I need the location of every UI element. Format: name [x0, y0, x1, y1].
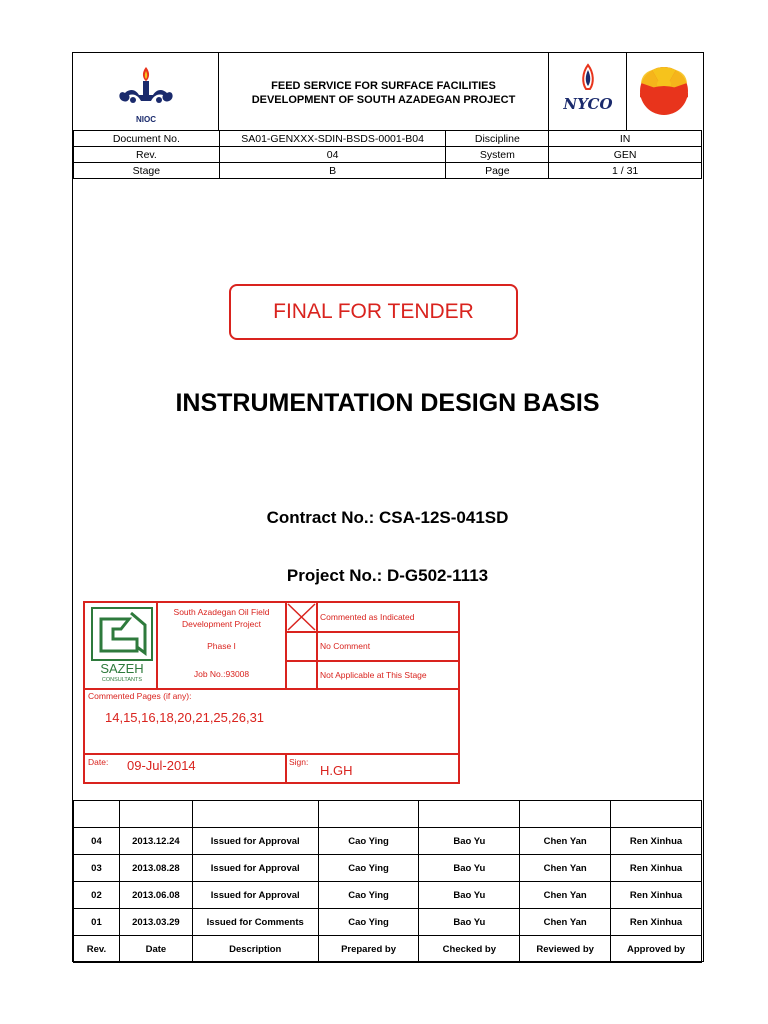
document-title: INSTRUMENTATION DESIGN BASIS: [175, 389, 600, 417]
prepared-by-cell: Cao Ying: [318, 882, 419, 909]
date-cell: 2013.12.24: [119, 828, 192, 855]
page-value: 1 / 31: [549, 163, 702, 179]
description-cell: Issued for Comments: [192, 909, 318, 936]
stamp-option-commented: Commented as Indicated: [320, 612, 415, 622]
approved-by-header: Approved by: [611, 936, 702, 963]
stamp-option-not-applicable: Not Applicable at This Stage: [320, 670, 427, 680]
nyco-label: NYCO: [563, 95, 613, 113]
table-row: [74, 855, 702, 882]
document-no-label: Document No.: [74, 131, 220, 147]
approved-by-cell: Ren Xinhua: [611, 882, 702, 909]
reviewed-by-cell: Chen Yan: [520, 855, 611, 882]
revision-table: [73, 800, 702, 963]
stamp-date-label: Date:: [88, 757, 109, 767]
sazeh-label: SAZEH: [100, 661, 144, 676]
checked-cross-icon: [287, 603, 316, 631]
prepared-by-header: Prepared by: [318, 936, 419, 963]
approved-by-cell: Ren Xinhua: [611, 909, 702, 936]
stamp-divider: [85, 753, 458, 755]
document-frame: [72, 52, 704, 962]
stamp-divider: [285, 631, 458, 633]
project-title-line2: DEVELOPMENT OF SOUTH AZADEGAN PROJECT: [251, 94, 516, 106]
prepared-by-cell: Cao Ying: [318, 855, 419, 882]
stamp-divider: [316, 603, 318, 688]
reviewed-by-cell: Chen Yan: [520, 882, 611, 909]
stamp-commented-pages: 14,15,16,18,20,21,25,26,31: [105, 710, 265, 725]
stamp-project-line1: South Azadegan Oil Field: [173, 607, 270, 617]
stamp-option-no-comment: No Comment: [320, 641, 371, 651]
date-cell: 2013.03.29: [119, 909, 192, 936]
nioc-label: NIOC: [136, 115, 156, 124]
stamp-divider: [285, 753, 287, 782]
discipline-value: IN: [549, 131, 702, 147]
project-title: [219, 53, 549, 130]
stamp-sign-label: Sign:: [289, 757, 309, 767]
checked-by-cell: Bao Yu: [419, 882, 520, 909]
rev-cell: 04: [74, 828, 120, 855]
rev-label: Rev.: [74, 147, 220, 163]
rev-cell: 03: [74, 855, 120, 882]
stamp-job-no: Job No.:93008: [193, 669, 250, 679]
table-row: [74, 909, 702, 936]
document-header: [73, 53, 702, 131]
info-row: [74, 147, 702, 163]
checked-by-cell: Bao Yu: [419, 828, 520, 855]
info-row: [74, 131, 702, 147]
project-number: Project No.: D-G502-1113: [286, 566, 489, 585]
page-label: Page: [446, 163, 549, 179]
nyco-emblem-icon: [549, 53, 627, 130]
cnpc-logo: [627, 53, 702, 130]
rev-value: 04: [219, 147, 446, 163]
table-row: [74, 882, 702, 909]
nioc-emblem-icon: [73, 53, 219, 115]
description-cell: Issued for Approval: [192, 828, 318, 855]
description-cell: Issued for Approval: [192, 882, 318, 909]
info-row: [74, 163, 702, 179]
rev-cell: 02: [74, 882, 120, 909]
rev-cell: 01: [74, 909, 120, 936]
contract-number: Contract No.: CSA-12S-041SD: [266, 508, 509, 527]
description-cell: Issued for Approval: [192, 855, 318, 882]
sazeh-logo-icon: [91, 607, 153, 685]
checked-by-header: Checked by: [419, 936, 520, 963]
table-header-row: [74, 936, 702, 963]
system-value: GEN: [549, 147, 702, 163]
cnpc-emblem-icon: [627, 53, 702, 130]
approved-by-cell: Ren Xinhua: [611, 828, 702, 855]
discipline-label: Discipline: [446, 131, 549, 147]
checked-by-cell: Bao Yu: [419, 909, 520, 936]
nyco-logo: [549, 53, 627, 130]
table-row: [74, 828, 702, 855]
reviewed-by-header: Reviewed by: [520, 936, 611, 963]
date-cell: 2013.08.28: [119, 855, 192, 882]
nioc-logo: [73, 53, 219, 130]
system-label: System: [446, 147, 549, 163]
stamp-project-line2: Development Project: [182, 619, 261, 629]
stage-value: B: [219, 163, 446, 179]
table-row-blank: [74, 801, 702, 828]
rev-header: Rev.: [74, 936, 120, 963]
date-cell: 2013.06.08: [119, 882, 192, 909]
reviewed-by-cell: Chen Yan: [520, 909, 611, 936]
checked-by-cell: Bao Yu: [419, 855, 520, 882]
stage-label: Stage: [74, 163, 220, 179]
review-stamp: [83, 601, 460, 784]
stamp-date-value: 09-Jul-2014: [127, 758, 196, 773]
final-for-tender-box: FINAL FOR TENDER: [229, 284, 518, 340]
stamp-divider: [285, 660, 458, 662]
stamp-phase: Phase I: [207, 641, 236, 651]
reviewed-by-cell: Chen Yan: [520, 828, 611, 855]
project-title-line1: FEED SERVICE FOR SURFACE FACILITIES: [271, 80, 496, 92]
date-header: Date: [119, 936, 192, 963]
stamp-sign-value: H.GH: [320, 763, 353, 778]
prepared-by-cell: Cao Ying: [318, 909, 419, 936]
document-info-table: [73, 130, 702, 179]
description-header: Description: [192, 936, 318, 963]
sazeh-sub-label: CONSULTANTS: [101, 677, 143, 683]
approved-by-cell: Ren Xinhua: [611, 855, 702, 882]
stamp-commented-pages-label: Commented Pages (if any):: [88, 691, 192, 701]
prepared-by-cell: Cao Ying: [318, 828, 419, 855]
document-no-value: SA01-GENXXX-SDIN-BSDS-0001-B04: [219, 131, 446, 147]
